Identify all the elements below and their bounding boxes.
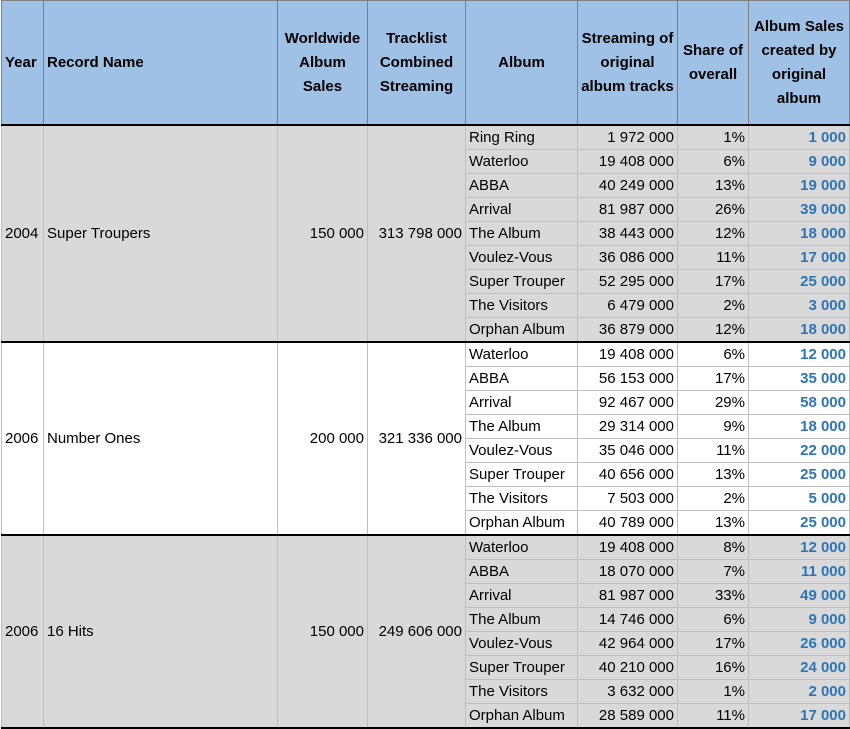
album-cell: Waterloo [466,535,578,560]
album-cell: Arrival [466,198,578,222]
share-cell: 33% [678,584,749,608]
header-record-name: Record Name [44,1,278,126]
album-cell: Orphan Album [466,511,578,536]
tracklist-streaming-cell: 313 798 000 [368,125,466,342]
album-cell: The Visitors [466,294,578,318]
streaming-cell: 18 070 000 [578,560,678,584]
worldwide-sales-cell: 150 000 [278,535,368,728]
record-name-cell: 16 Hits [44,535,278,728]
share-cell: 1% [678,680,749,704]
album-cell: Orphan Album [466,318,578,343]
album-sales-cell: 18 000 [749,222,850,246]
album-cell: Orphan Album [466,704,578,729]
album-cell: ABBA [466,367,578,391]
album-cell: The Visitors [466,487,578,511]
header-album: Album [466,1,578,126]
header-share: Share of overall [678,1,749,126]
album-cell: Super Trouper [466,463,578,487]
sales-table [1,0,850,729]
share-cell: 26% [678,198,749,222]
streaming-cell: 1 972 000 [578,125,678,150]
year-cell: 2006 [2,535,44,728]
header-worldwide-sales: Worldwide Album Sales [278,1,368,126]
header-tracklist-streaming: Tracklist Combined Streaming [368,1,466,126]
album-sales-cell: 22 000 [749,439,850,463]
streaming-cell: 6 479 000 [578,294,678,318]
share-cell: 11% [678,704,749,729]
share-cell: 16% [678,656,749,680]
share-cell: 17% [678,367,749,391]
album-sales-cell: 12 000 [749,535,850,560]
tracklist-streaming-cell: 249 606 000 [368,535,466,728]
album-cell: Voulez-Vous [466,632,578,656]
share-cell: 11% [678,439,749,463]
share-cell: 1% [678,125,749,150]
share-cell: 9% [678,415,749,439]
streaming-cell: 81 987 000 [578,198,678,222]
streaming-cell: 29 314 000 [578,415,678,439]
share-cell: 8% [678,535,749,560]
streaming-cell: 40 249 000 [578,174,678,198]
header-year: Year [2,1,44,126]
streaming-cell: 42 964 000 [578,632,678,656]
streaming-cell: 52 295 000 [578,270,678,294]
streaming-cell: 35 046 000 [578,439,678,463]
share-cell: 13% [678,511,749,536]
album-cell: The Album [466,222,578,246]
table-body [2,125,850,728]
table-row [2,535,850,560]
album-cell: The Album [466,608,578,632]
streaming-cell: 40 210 000 [578,656,678,680]
album-sales-cell: 25 000 [749,463,850,487]
album-sales-cell: 18 000 [749,415,850,439]
album-cell: Super Trouper [466,270,578,294]
header-streaming-original: Streaming of original album tracks [578,1,678,126]
share-cell: 11% [678,246,749,270]
album-sales-cell: 9 000 [749,608,850,632]
album-sales-cell: 25 000 [749,511,850,536]
table-header [2,1,850,126]
streaming-cell: 19 408 000 [578,342,678,367]
year-cell: 2006 [2,342,44,535]
tracklist-streaming-cell: 321 336 000 [368,342,466,535]
share-cell: 6% [678,608,749,632]
album-sales-cell: 1 000 [749,125,850,150]
album-cell: Super Trouper [466,656,578,680]
streaming-cell: 19 408 000 [578,150,678,174]
header-row [2,1,850,126]
share-cell: 12% [678,222,749,246]
album-sales-cell: 39 000 [749,198,850,222]
album-sales-cell: 25 000 [749,270,850,294]
album-cell: Waterloo [466,342,578,367]
share-cell: 17% [678,270,749,294]
streaming-cell: 36 879 000 [578,318,678,343]
table-row [2,342,850,367]
share-cell: 6% [678,150,749,174]
record-name-cell: Super Troupers [44,125,278,342]
album-sales-cell: 17 000 [749,246,850,270]
streaming-cell: 7 503 000 [578,487,678,511]
album-sales-cell: 3 000 [749,294,850,318]
album-cell: Arrival [466,391,578,415]
year-cell: 2004 [2,125,44,342]
share-cell: 13% [678,463,749,487]
worldwide-sales-cell: 150 000 [278,125,368,342]
share-cell: 29% [678,391,749,415]
streaming-cell: 28 589 000 [578,704,678,729]
header-album-sales-created: Album Sales created by original album [749,1,850,126]
streaming-cell: 14 746 000 [578,608,678,632]
share-cell: 2% [678,294,749,318]
streaming-cell: 3 632 000 [578,680,678,704]
album-sales-cell: 24 000 [749,656,850,680]
streaming-cell: 40 789 000 [578,511,678,536]
share-cell: 12% [678,318,749,343]
album-sales-cell: 58 000 [749,391,850,415]
streaming-cell: 40 656 000 [578,463,678,487]
streaming-cell: 38 443 000 [578,222,678,246]
record-name-cell: Number Ones [44,342,278,535]
album-sales-cell: 49 000 [749,584,850,608]
album-sales-cell: 26 000 [749,632,850,656]
share-cell: 13% [678,174,749,198]
streaming-cell: 19 408 000 [578,535,678,560]
album-sales-cell: 35 000 [749,367,850,391]
streaming-cell: 92 467 000 [578,391,678,415]
album-sales-cell: 9 000 [749,150,850,174]
album-sales-cell: 12 000 [749,342,850,367]
share-cell: 17% [678,632,749,656]
streaming-cell: 56 153 000 [578,367,678,391]
album-cell: Arrival [466,584,578,608]
worldwide-sales-cell: 200 000 [278,342,368,535]
album-cell: Voulez-Vous [466,246,578,270]
streaming-cell: 81 987 000 [578,584,678,608]
share-cell: 7% [678,560,749,584]
album-cell: Ring Ring [466,125,578,150]
album-cell: ABBA [466,174,578,198]
album-cell: Waterloo [466,150,578,174]
album-sales-cell: 18 000 [749,318,850,343]
album-cell: ABBA [466,560,578,584]
streaming-cell: 36 086 000 [578,246,678,270]
share-cell: 2% [678,487,749,511]
album-cell: The Visitors [466,680,578,704]
share-cell: 6% [678,342,749,367]
album-cell: The Album [466,415,578,439]
table-row [2,125,850,150]
album-sales-cell: 17 000 [749,704,850,729]
album-sales-cell: 19 000 [749,174,850,198]
album-sales-cell: 11 000 [749,560,850,584]
album-sales-cell: 5 000 [749,487,850,511]
album-cell: Voulez-Vous [466,439,578,463]
album-sales-cell: 2 000 [749,680,850,704]
